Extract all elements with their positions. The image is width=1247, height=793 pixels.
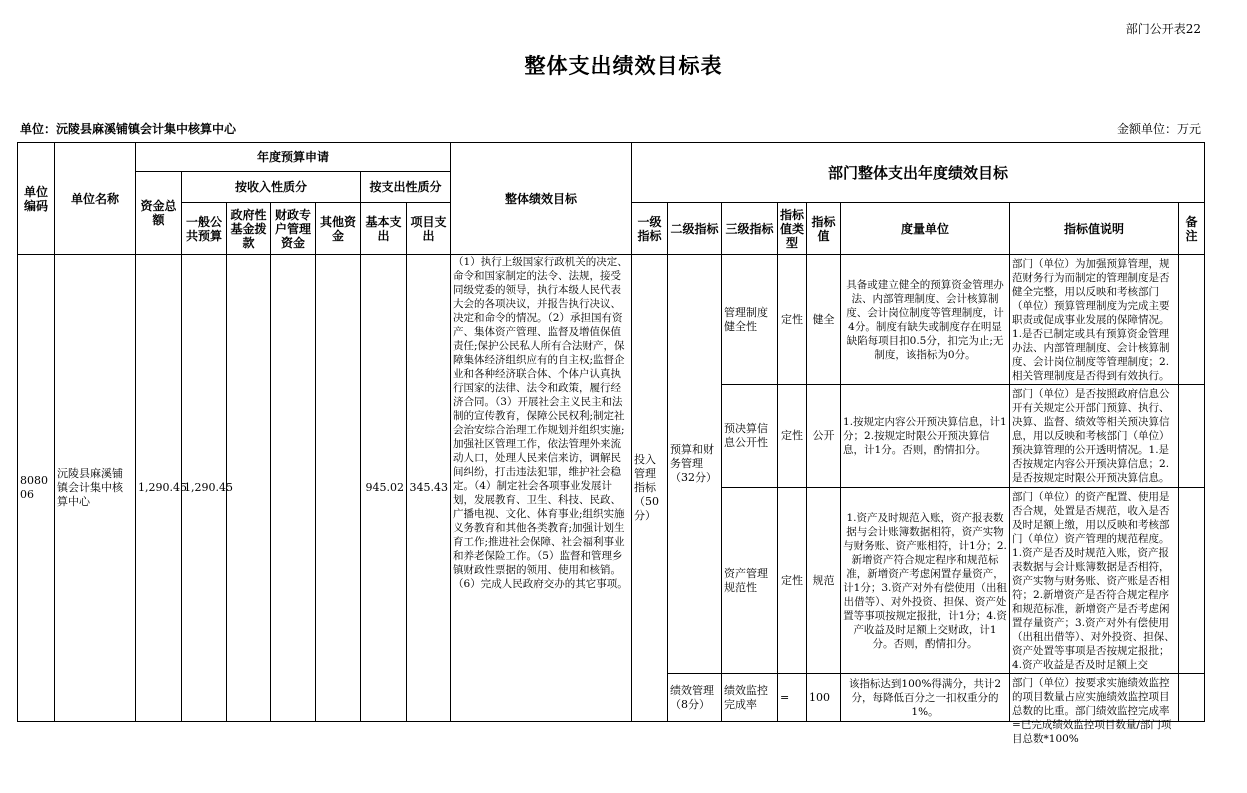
measure-text: 1.按规定内容公开预决算信息，计1分；2.按规定时限公开预决算信息，计1分。否则，酌情扣分。 [843,416,1007,456]
measure-text: 具备或建立健全的预算资金管理办法、内部管理制度、会计核算制度、会计岗位制度等管理制度，计4分。制度有缺失或制度存在明显缺陷每项目扣0.5分，扣完为止;无制度，该指标为0分。 [846,278,1004,361]
header-annual-budget: 年度预算申请 [136,143,451,172]
header-gov-fund: 政府性基金拨款 [227,203,271,255]
total-funds-cell: 1,290.45 [136,255,182,722]
overall-goal-text: （1）执行上级国家行政机关的决定、命令和国家制定的法令、法规，接受同级党委的领导，执行本级人民代表大会的各项决议，并报告执行决议、决定和命令的情况。（2）承担国有资产、集体资产管理、监督及增值保值责任;保护公民私人所有合法财产，保障集体经济组织应有的自主权;监督企业和各种经济联合体、个体户认真执行国家的法律、法令和政策，履行经济合同。（3）开展社会主义民主和法制的宣传教育，保障公民权利;制定社会治安综合治理工作规划并组织实施;加强社区管理工作，依法管理外来流动人口，处理人民来信来访，调解民间纠纷，打击违法犯罪，维护社会稳定。（4）制定社会各项事业发展计划，发展教育、卫生、科技、民政、广播电视、文化、体育事业;组织实施义务教育和其他各类教育;加强计划生育工作;推进社会保障、社会福利事业和养老保险工作。（5）监督和管理乡镇财政性票据的领用、使用和核销。（6）完成人民政府交办的其它事项。 [453,256,628,590]
performance-table [17,142,1205,745]
header-other-funds: 其他资金 [316,203,361,255]
measure-unit-cell [841,674,1010,722]
header-indicator-type: 指标值类型 [778,203,807,255]
value-desc-cell [1010,385,1179,488]
project-expense-cell: 345.43 [407,255,451,722]
value-desc-text: 部门（单位）按要求实施绩效监控的项目数量占应实施绩效监控项目总数的比重。部门绩效监控完成率=已完成绩效监控项目数量/部门项目总数*100% [1012,676,1172,745]
page-title: 整体支出绩效目标表 [524,53,723,78]
indicator-type-cell: 定性 [778,385,807,488]
measure-unit-cell [841,385,1010,488]
fiscal-special-cell [271,255,316,722]
remark-cell [1179,488,1205,674]
level3-cell: 管理制度健全性 [722,255,778,385]
unit-code-cell: 808006 [18,255,55,722]
measure-unit-cell [841,255,1010,385]
gov-fund-cell [227,255,271,722]
header-general-public: 一般公共预算 [182,203,227,255]
level2-performance-cell: 绩效管理（8分） [668,674,722,722]
level3-cell: 绩效监控完成率 [722,674,778,722]
header-row-1 [18,143,1205,172]
indicator-value-cell: 健全 [807,255,841,385]
basic-expense-cell: 945.02 [361,255,407,722]
header-dept-goal: 部门整体支出年度绩效目标 [632,143,1205,203]
money-unit: 金额单位：万元 [1116,122,1201,136]
value-desc-text: 部门（单位）是否按照政府信息公开有关规定公开部门预算、执行、决算、监督、绩效等相关预决算信息，用以反映和考核部门（单位）预决算管理的公开透明情况。1.是否按规定内容公开预决算信息；2.是否按规定时限公开预决算信息。 [1012,388,1170,484]
value-desc-cell [1010,488,1179,674]
general-public-cell: 1,290.45 [182,255,227,722]
header-unit-code: 单位编码 [18,143,55,255]
remark-cell [1179,255,1205,385]
header-level3: 三级指标 [722,203,778,255]
header-basic-expense: 基本支出 [361,203,407,255]
header-unit-name: 单位名称 [55,143,136,255]
measure-text: 1.资产及时规范入账，资产报表数据与会计账簿数据相符，资产实物与财务账、资产账相符，计1分；2.新增资产符合规定程序和规范标准，新增资产考虑闲置存量资产，计1分；3.资产对外有偿使用（出租出借等）、对外投资、担保、资产处置等事项按规定报批，计1分；4.资产收益及时足额上交财政，计1分。否则，酌情扣分。 [843,511,1007,650]
header-by-expense: 按支出性质分 [361,172,451,203]
indicator-value-cell: 100 [807,674,841,722]
header-remark: 备注 [1179,203,1205,255]
indicator-type-cell: 定性 [778,255,807,385]
header-overall-goal: 整体绩效目标 [451,143,632,255]
indicator-value-cell: 规范 [807,488,841,674]
value-desc-text: 部门（单位）为加强预算管理，规范财务行为而制定的管理制度是否健全完整，用以反映和考核部门（单位）预算管理制度为完成主要职责或促成事业发展的保障情况。1.是否已制定或具有预算资金管理办法、内部管理制度、会计核算制度、会计岗位制度等管理制度；2.相关管理制度是否得到有效执行。 [1012,257,1170,382]
indicator-value-cell: 公开 [807,385,841,488]
value-desc-text: 部门（单位）的资产配置、使用是否合规，处置是否规范，收入是否及时足额上缴，用以反映和考核部门（单位）资产管理的规范程度。1.资产是否及时规范入账，资产报表数据与会计账簿数据是否相符，资产实物与财务账、资产账是否相符；2.新增资产是否符合规定程序和规范标准，新增资产是否考虑闲置存量资产；3.资产对外有偿使用（出租出借等）、对外投资、担保、资产处置等事项是否按规定报批；4.资产收益是否及时足额上交 [1012,490,1175,671]
measure-text: 该指标达到100%得满分，共计2分，每降低百分之一扣权重分的1%。 [848,677,1002,718]
overall-goal-cell [451,255,632,722]
indicator-type-cell: 定性 [778,488,807,674]
indicator-type-cell: = [778,674,807,722]
header-level2: 二级指标 [668,203,722,255]
level3-cell: 预决算信息公开性 [722,385,778,488]
value-desc-cell [1010,255,1179,385]
remark-cell [1179,385,1205,488]
measure-unit-cell [841,488,1010,674]
header-measure-unit: 度量单位 [841,203,1010,255]
header-fiscal-special: 财政专户管理资金 [271,203,316,255]
header-total-funds: 资金总额 [136,172,182,255]
page-tag: 部门公开表22 [1125,22,1201,36]
header-project-expense: 项目支出 [407,203,451,255]
level3-cell: 资产管理规范性 [722,488,778,674]
unit-label: 单位：沅陵县麻溪铺镇会计集中核算中心 [20,122,237,136]
header-level1: 一级指标 [632,203,668,255]
header-indicator-value: 指标值 [807,203,841,255]
value-desc-cell [1010,674,1179,745]
remark-cell [1179,674,1205,722]
level2-budget-cell: 预算和财务管理（32分） [668,255,722,674]
header-by-income: 按收入性质分 [182,172,361,203]
table-row [18,255,1205,385]
unit-name-cell: 沅陵县麻溪铺镇会计集中核算中心 [55,255,136,722]
other-funds-cell [316,255,361,722]
level1-cell: 投入管理指标（50分） [632,255,668,722]
header-value-desc: 指标值说明 [1010,203,1179,255]
